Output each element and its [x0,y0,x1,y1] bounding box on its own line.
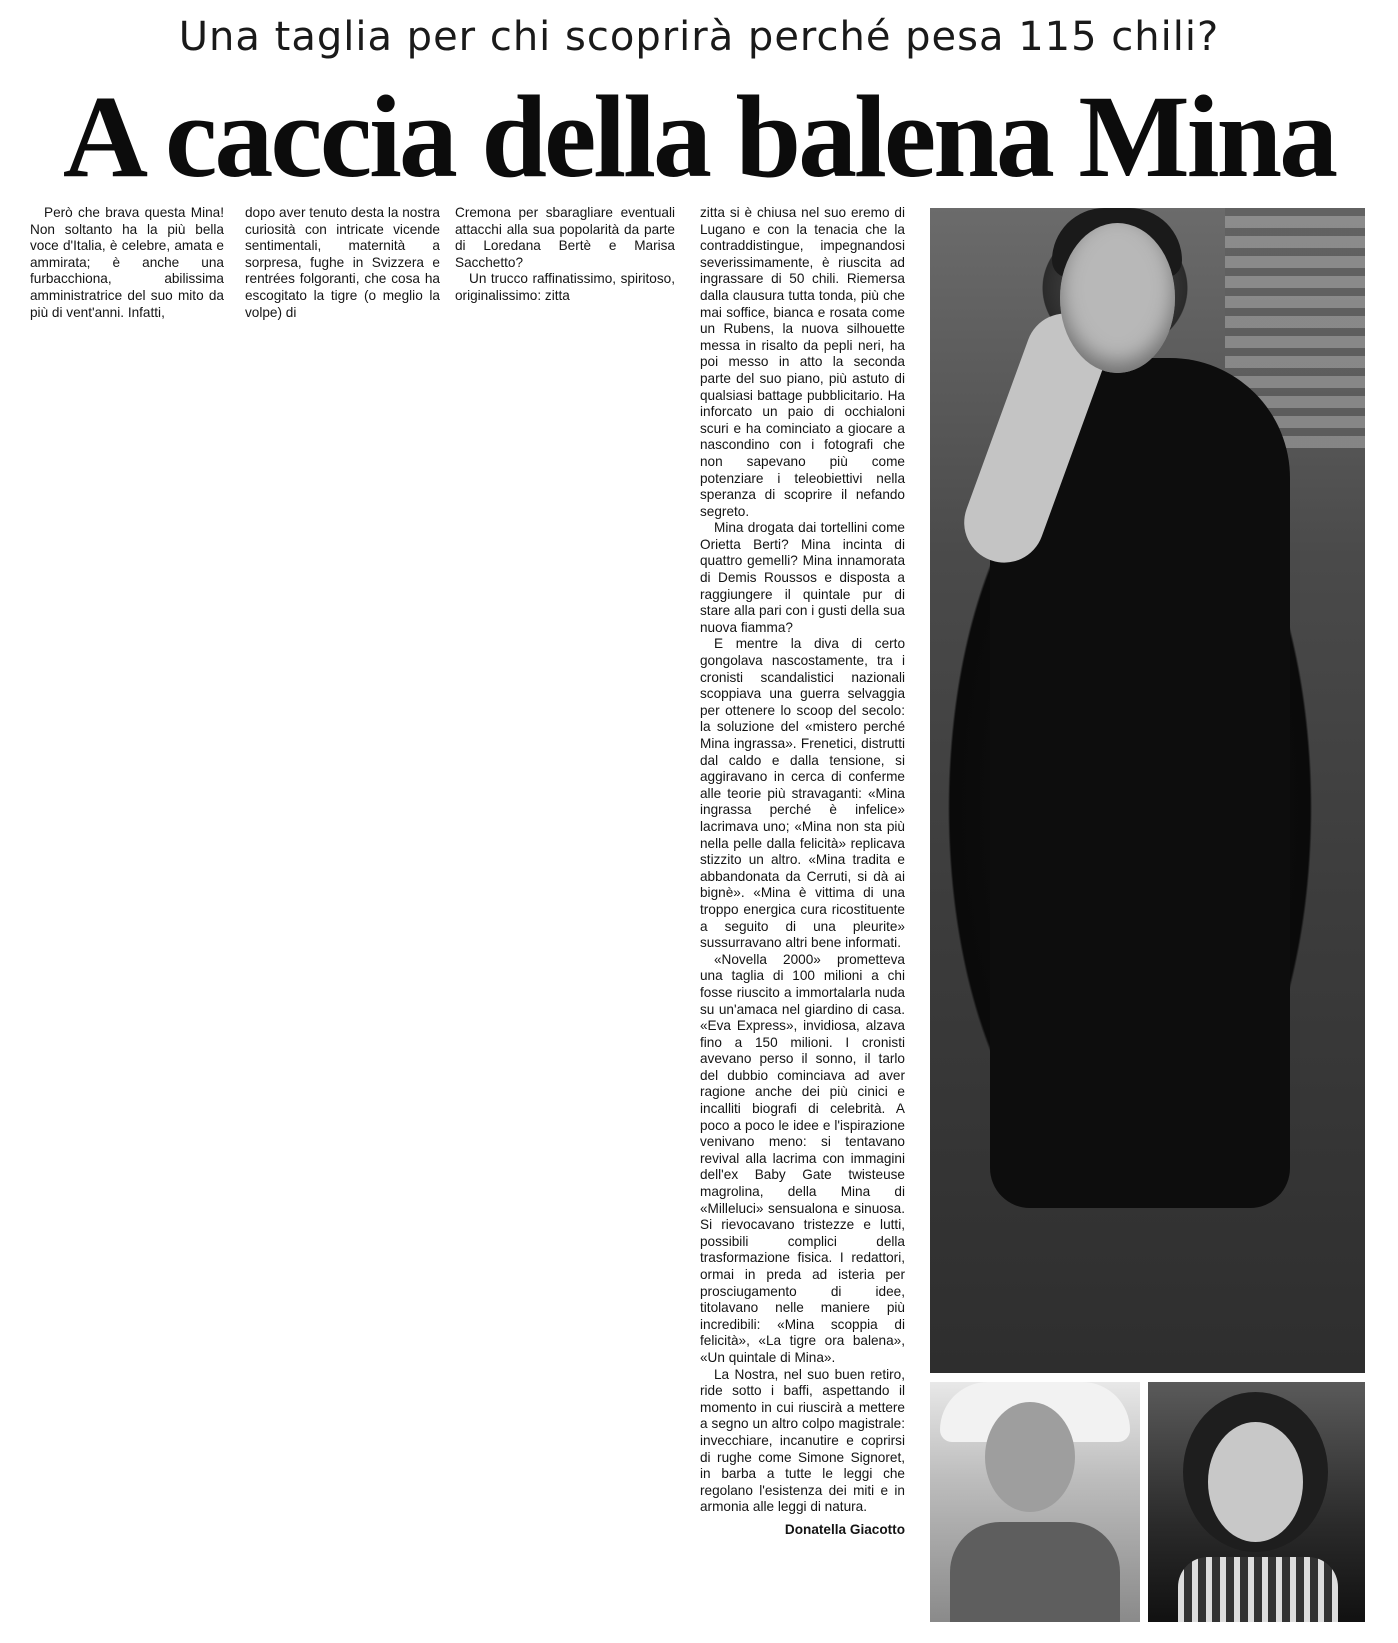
paragraph: dopo aver tenuto desta la nostra curiosità con intricate vicende sentimentali, maternità a sorpresa, fughe in Svizzera e rentrées folgoranti, che cosa ha escogitato la tigre (o meglio la volpe) di [245,205,440,320]
paragraph: Però che brava questa Mina! Non soltanto ha la più bella voce d'Italia, è celebre, amata e ammirata; è anche una furbacchiona, abilissima amministratrice del suo mito da più di vent'anni. Infatti, [30,205,224,320]
paragraph: Mina drogata dai tortellini come Orietta Berti? Mina incinta di quattro gemelli? Mina innamorata di Demis Roussos e disposta a raggiungere il quintale pur di stare alla pari con i gusti della sua nuova fiamma? [700,520,905,635]
photo-body [950,1522,1120,1622]
byline: Donatella Giacotto [784,1521,905,1537]
paragraph: zitta si è chiusa nel suo eremo di Lugano e con la tenacia che la contraddistingue, impegnandosi severissimamente, è riuscita ad ingrassare di 50 chili. Riemersa dalla clausura tutta tonda, più che mai soffice, bianca e rosata come un Rubens, la nuova silhouette messa in risalto da pepli neri, ha poi messo in atto la seconda parte del suo piano, più astuto di qualsiasi battage pubblicitario. Ha inforcato un paio di occhialoni scuri e ha cominciato a giocare a nascondino con i fotografi che non sapevano più come potenziare i teleobiettivi nella speranza di scoprire il nefando segreto. [700,205,905,519]
kicker: Una taglia per chi scoprirà perché pesa 115 chili? [178,14,1220,60]
paragraph: La Nostra, nel suo buen retiro, ride sotto i baffi, aspettando il momento in cui riuscirà a mettere a segno un altro colpo magistrale: invecchiare, incanutire e coprirsi di rughe come Simone Signoret, in barba a tutte le leggi che regolano l'esistenza dei miti e in armonia alle leggi di natura. [700,1366,905,1515]
article-column-1 [30,205,224,321]
paragraph: «Novella 2000» prometteva una taglia di 100 milioni a chi fosse riuscito a immortalarla nuda su un'amaca nel giardino di casa. «Eva Express», invidiosa, alzava fino a 150 milioni. I cronisti avevano perso il sonno, il tarlo del dubbio cominciava ad aver ragione anche dei più cinici e incalliti biografi di celebrità. A poco a poco le idee e l'ispirazione venivano meno: si tentavano revival alla lacrima con immagini dell'ex Baby Gate twisteuse magrolina, della Mina di «Milleluci» sensualona e sinuosa. Si rievocavano tristezze e lutti, possibili complici della trasformazione fisica. I redattori, ormai in preda ad isteria per prosciugamento di idee, titolavano nelle maniere più incredibili: «Mina scoppia di felicità», «La tigre ora balena», «Un quintale di Mina». [700,951,905,1365]
article-column-3 [455,205,675,305]
article-column-2 [245,205,440,321]
headline: A caccia della balena Mina [62,71,1336,202]
paragraph: Un trucco raffinatissimo, spiritoso, originalissimo: zitta [455,271,675,303]
photo-costume [1178,1557,1338,1622]
main-photo [930,208,1365,1373]
figure-head [1060,223,1175,373]
photo-headscarf [930,1382,1140,1622]
paragraph: Cremona per sbaragliare eventuali attacchi alla sua popolarità da parte di Loredana Bertè e Marisa Sacchetto? [455,205,675,270]
article-column-4 [700,205,905,1539]
photo-stage [1148,1382,1365,1622]
photo-face [1208,1422,1303,1542]
photo-face [985,1402,1075,1512]
paragraph: E mentre la diva di certo gongolava nascostamente, tra i cronisti scandalistici nazionali scoppiava una guerra selvaggia per ottenere lo scoop del secolo: la soluzione del «mistero perché Mina ingrassa». Frenetici, distrutti dal caldo e dalla tensione, si aggiravano in cerca di conferme alle teorie più stravaganti: «Mina ingrassa perché è infelice» lacrimava uno; «Mina non sta più nella pelle dalla felicità» replicava stizzito un altro. «Mina tradita e abbandonata da Cerruti, si dà ai bignè». «Mina è vittima di una troppo energica cura ricostituente a seguito di una pleurite» sussurravano altri bene informati. [700,636,905,951]
